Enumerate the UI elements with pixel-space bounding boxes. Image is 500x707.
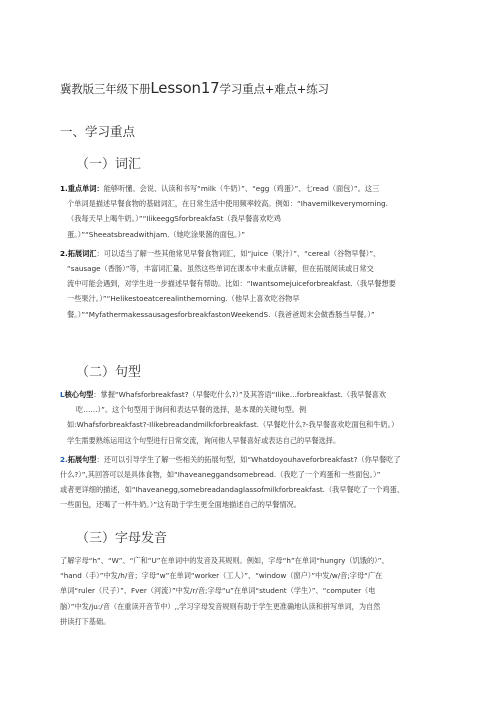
phonics-line2: “hand（手）”中发/h/音；字母“w”在单词“worker（工人）”、“window（窗户）”中发/w/音;字母“广在 [60, 571, 383, 581]
title-suffix: 学习重点+难点+练习 [219, 82, 329, 96]
subheading-vocabulary: （一）词汇 [76, 157, 142, 172]
sentence-item2-label: 拓展句型 [67, 454, 97, 464]
vocab-item2-number: 2. [60, 248, 68, 258]
sentence-item1-label: 核心句型 [64, 390, 94, 399]
vocabulary-paragraph [60, 181, 452, 322]
phonics-line1: 了解字母“h”、“W”、“广和“U”在单词中的发音及其规则。例如，字母“h”在单词“hungry（饥饿的）”、 [60, 556, 389, 565]
phonics-line3: 单词“ruler（尺子）”、Fver（河流）”中发/r/音;字母“u”在单词“student（学生）”、“computer（电 [60, 586, 376, 596]
subheading-sentence-patterns: （二）句型 [76, 365, 142, 380]
sentence-item1-line2: 吃……）”。这个句型用于询问和表达早餐的选择，是本课的关键句型。例 [76, 405, 307, 415]
vocab-item1-label: 重点单词： [67, 184, 104, 193]
sentence-item2-line4: 一些面包，还喝了一杯牛奶。）”这有助于学生更全面地描述自己的早餐情况。 [60, 500, 301, 510]
sentence-item1-line4: 学生需要熟练运用这个句型进行日常交流，询问他人早餐喜好或表达自己的早餐选择。 [67, 435, 341, 445]
vocab-item1-number: 1. [60, 184, 68, 193]
sentence-item1-line1: L核心句型：掌握“Whafsforbreakfast?（早餐吃什么?）”及其答语“Ilike…forbreakfast.（我早餐喜欢 [60, 390, 387, 399]
sentence-item2-number: 2. [60, 454, 68, 464]
vocab-item2-line5: 餐。）”“MyfathermakessausagesforbreakfastonWeekendS.（我爸爸周末会做香肠当早餐。）” [67, 309, 375, 319]
title-prefix: 冀教版三年级下册 [60, 82, 151, 96]
vocab-item1-line2: 个单词是描述早餐食物的基础词汇，在日常生活中使用频率较高。例如：“Ihavemilkeverymorning. [67, 199, 388, 209]
sentence-item1-number: L [60, 390, 65, 399]
title-lesson: Lesson17 [150, 79, 220, 97]
section-heading-key-points: 一、学习重点 [60, 124, 136, 139]
vocab-item1-line4: 蛋。）”“Sheeatsbreadwithjam.（她吃涂果酱的面包。）” [67, 229, 246, 239]
phonics-line4: 脑）”中发/ju:/音（在重读开音节中）,,学习字母发音规则有助于学生更准确地认读和拼写单词，为自然 [60, 601, 381, 611]
sentence-item2-line3: 或者更详细的描述，如“Ihaveanegg,somebreadandaglassofmilkforbreakfast.（我早餐吃了一个鸡蛋、 [60, 485, 405, 495]
sentence-item2-line1: 2.拓展句型：还可以引导学生了解一些相关的拓展句型，如“Whatdoyouhaveforbreakfast?（你早餐吃了 [60, 454, 401, 464]
sentence-paragraph [60, 387, 452, 513]
vocab-item1-line3: （我每天早上喝牛奶。）”“IlikeeggSforbreakfaSt（我早餐喜欢吃鸡 [67, 214, 281, 224]
vocab-item2-line1: 2.拓展词汇：可以适当了解一些其他常见早餐食物词汇，如“juice（果汁）”、“cereal（谷物早餐）”、 [60, 248, 381, 258]
vocab-item1-line1: 1.重点单词：能够听懂、会说、认读和书写“milk（牛奶）”、“egg（鸡蛋）”、七read（面包）”。这三 [60, 184, 380, 193]
vocab-item2-label: 拓展词汇 [67, 248, 97, 258]
sentence-item1-line3: 如:Whafsforbreakfast?-Ilikebreadandmilkforbreakfast.（早餐吃什么?-我早餐喜欢吃面包和牛奶。） [67, 420, 399, 430]
subheading-letter-sounds: （三）字母发音 [76, 531, 168, 546]
document-title [60, 79, 329, 97]
vocab-item2-line4: 一些果汁。）”“Helikestoeatcerealinthemorning.（他早上喜欢吃谷物早 [67, 294, 300, 304]
vocab-item2-line3: 流中可能会遇到，对学生进一步描述早餐有帮助。比如：“Iwantsomejuiceforbreakfast.（我早餐想要 [67, 279, 396, 289]
sentence-item2-line2: 什么?）”,其回答可以是具体食物，如“Ihaveaneggandsomebread.（我吃了一个鸡蛋和一些面包。）” [60, 470, 381, 480]
phonics-line5: 拼读打下基础。 [60, 616, 111, 626]
vocab-item2-line2: “sausage（香肠）”等，丰富词汇量。虽然这些单词在课本中未重点讲解，但在拓展阅读或日常交 [67, 264, 374, 274]
phonics-paragraph [60, 553, 452, 629]
